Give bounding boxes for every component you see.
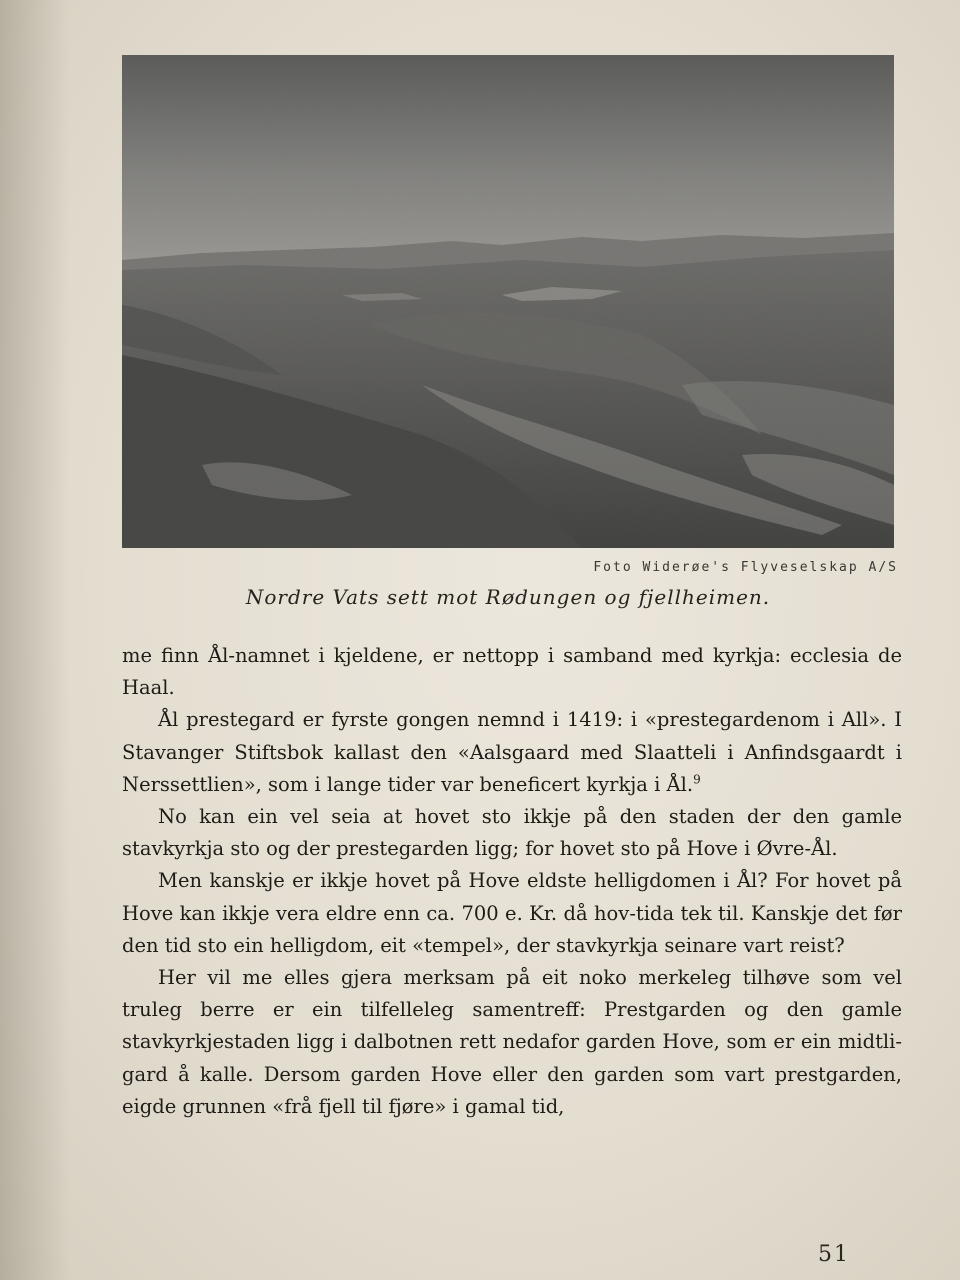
page-number: 51 [818, 1242, 850, 1267]
paragraph-4: Men kanskje er ikkje hovet på Hove eldste helligdomen i Ål? For hovet på Hove kan ikkje vera eldre enn ca. 700 e. Kr. då hov-tida tek til. Kanskje det før den tid sto ein helligdom, eit «tempel», der stavkyrkja seinare vart reist? [122, 869, 902, 957]
aerial-landscape-image [122, 55, 894, 548]
paragraph-1: me finn Ål-namnet i kjeldene, er nettopp i samband med kyrkja: ecclesia de Haal. [122, 644, 902, 700]
paragraph-2-text: Ål prestegard er fyrste gongen nemnd i 1419: i «prestegardenom i All». I Stavanger Stiftsbok kallast den «Aalsgaard med Slaatteli i Anfindsgaardt i Nerssettlien», som i lange tider var beneficert kyrkja i Ål. [122, 708, 902, 796]
photo-caption: Nordre Vats sett mot Rødungen og fjellheimen. [245, 585, 771, 609]
gutter-shadow [0, 0, 70, 1280]
paragraph-2 [122, 704, 902, 801]
photo-credit: Foto Widerøe's Flyveselskap A/S [593, 560, 898, 575]
body-text [122, 640, 902, 1123]
landscape-photo [122, 55, 894, 548]
footnote-marker: 9 [693, 772, 701, 787]
paragraph-3: No kan ein vel seia at hovet sto ikkje på den staden der den gamle stavkyrkja sto og der prestegarden ligg; for hovet sto på Hove i Øvre-Ål. [122, 805, 902, 861]
paragraph-5: Her vil me elles gjera merksam på eit noko merkeleg tilhøve som vel truleg berre er ein tilfelleleg samentreff: Prestgarden og den gamle stavkyrkjestaden ligg i dalbotnen rett nedafor garden Hove, som er ein midtli-gard å kalle. Dersom garden Hove eller den garden som vart prestgarden, eigde grunnen «frå fjell til fjøre» i gamal tid, [122, 966, 902, 1118]
